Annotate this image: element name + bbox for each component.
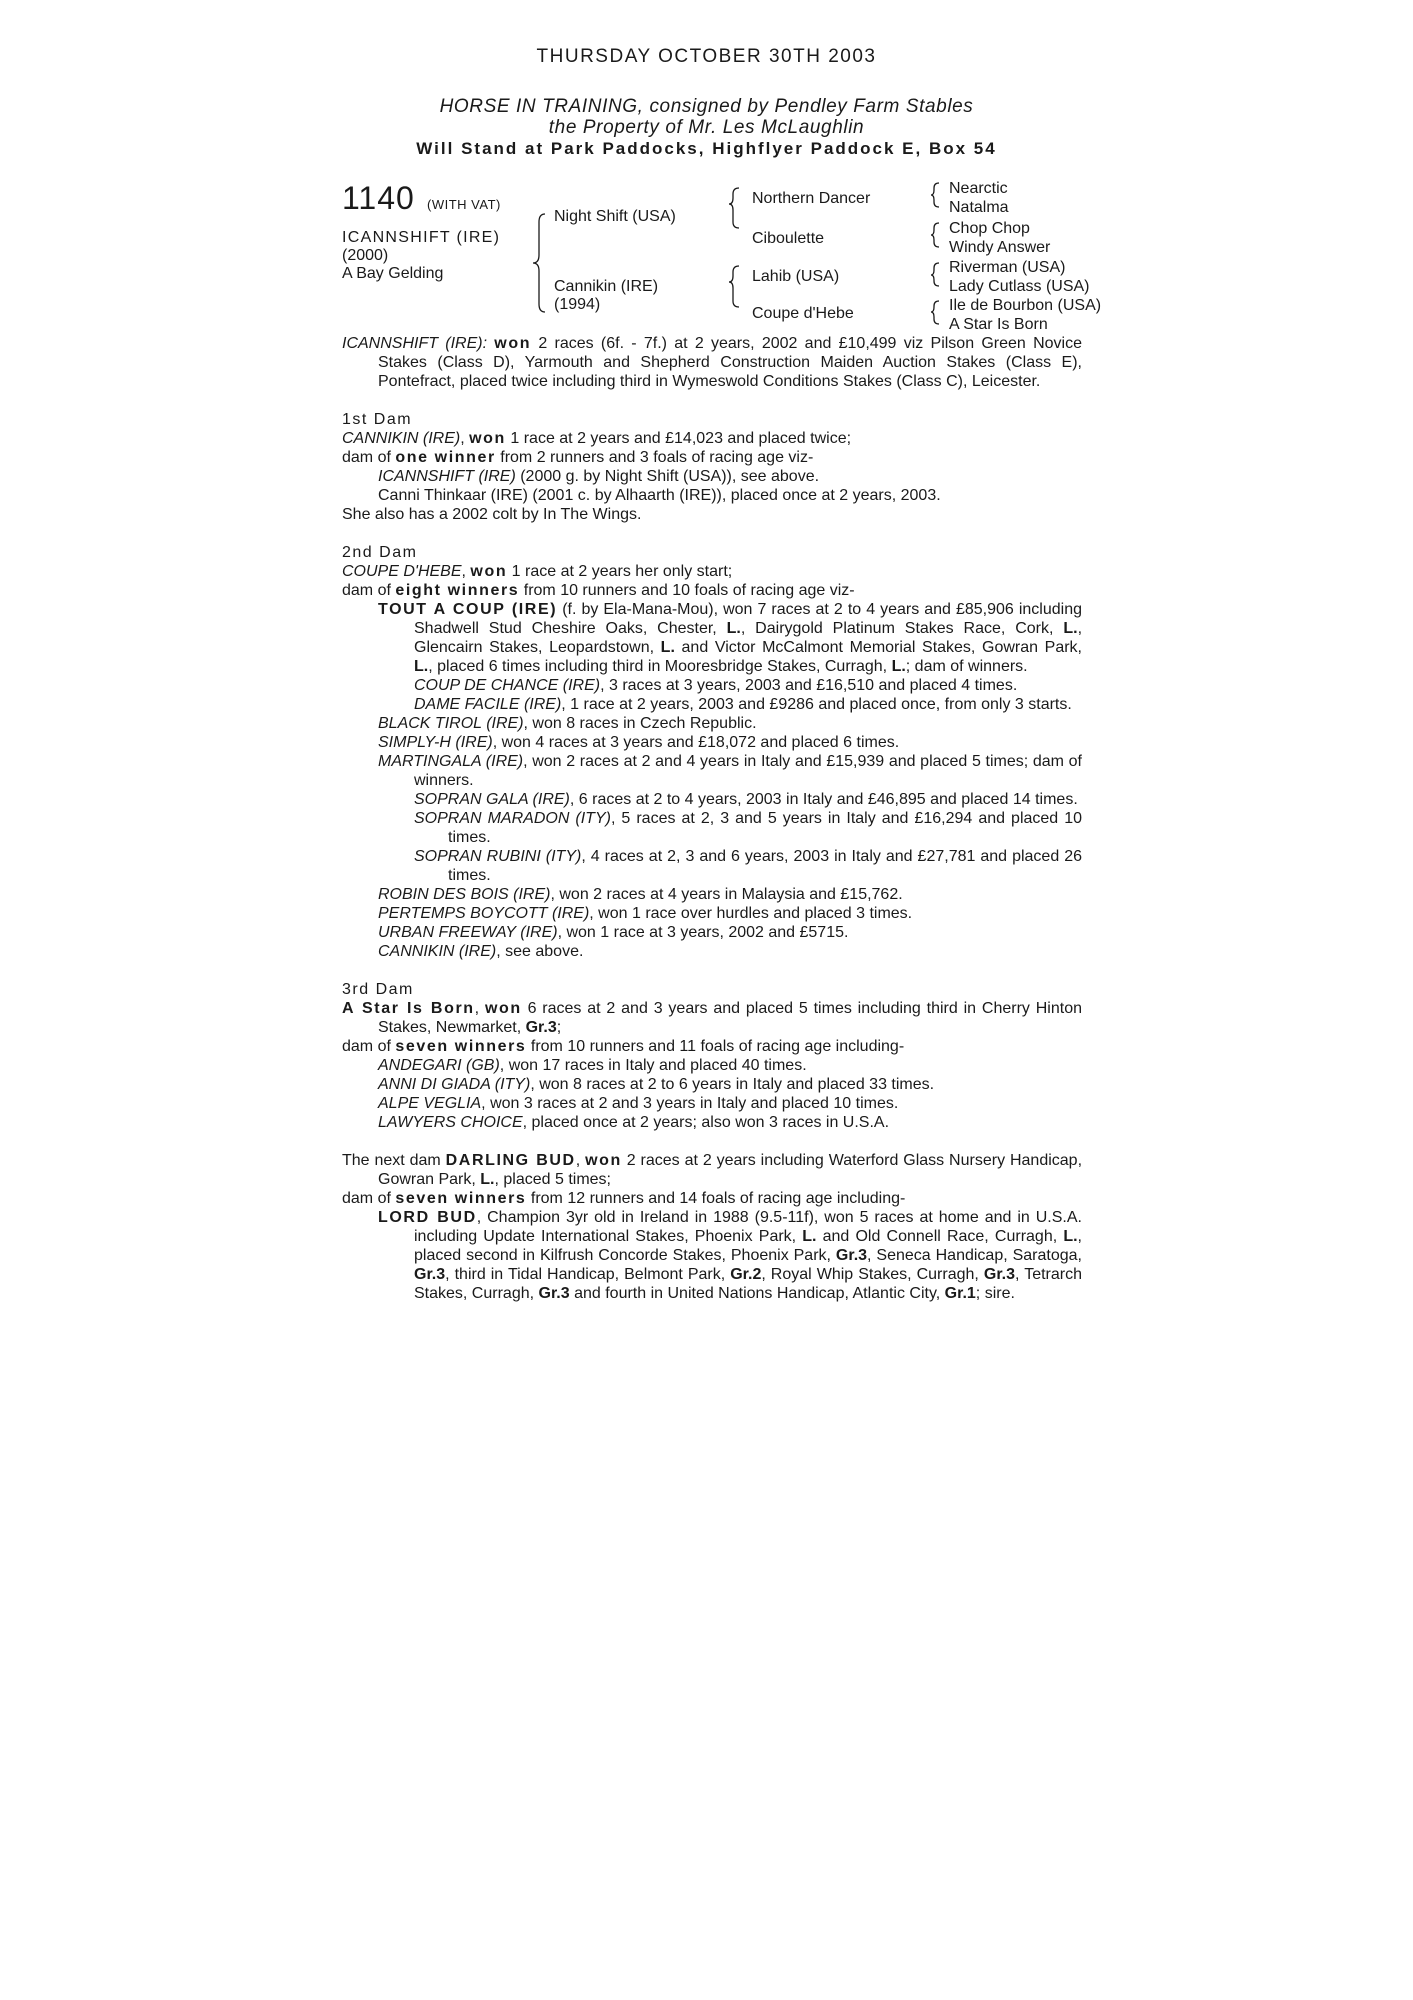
progeny-sopran-gala: SOPRAN GALA (IRE), 6 races at 2 to 4 years, 2003 in Italy and £46,895 and placed 14 times. — [414, 791, 1078, 808]
first-dam-produce: dam of one winner from 2 runners and 3 foals of racing age viz- — [342, 449, 814, 466]
progeny-black-tirol: BLACK TIROL (IRE), won 8 races in Czech Republic. — [378, 715, 757, 732]
progeny-cannikin: CANNIKIN (IRE), see above. — [378, 943, 584, 960]
progeny-sopran-rubini: SOPRAN RUBINI (ITY), 4 races at 2, 3 and 6 years, 2003 in Italy and £27,781 and placed 26 times. — [414, 848, 1083, 884]
consignment-heading — [0, 96, 1413, 138]
progeny-robin-des-bois: ROBIN DES BOIS (IRE), won 2 races at 4 years in Malaysia and £15,762. — [378, 886, 903, 903]
second-dam-produce: dam of eight winners from 10 runners and 10 foals of racing age viz- — [342, 582, 855, 599]
catalogue-body — [342, 334, 1082, 1303]
brace-g3 — [931, 263, 939, 286]
third-dam-heading: 3rd Dam — [342, 981, 414, 998]
next-dam-record: The next dam DARLING BUD, won 2 races at 2 years including Waterford Glass Nursery Handicap, Gowran Park, L., placed 5 times; — [342, 1152, 1083, 1188]
first-dam-progeny-1: ICANNSHIFT (IRE) (2000 g. by Night Shift (USA)), see above. — [378, 468, 820, 485]
progeny-sopran-maradon: SOPRAN MARADON (ITY), 5 races at 2, 3 and 5 years in Italy and £16,294 and placed 10 times. — [414, 810, 1083, 846]
progeny-urban-freeway: URBAN FREEWAY (IRE), won 1 race at 3 years, 2002 and £5715. — [378, 924, 849, 941]
sale-date: THURSDAY OCTOBER 30TH 2003 — [536, 46, 877, 67]
pedigree-g4: Windy Answer — [949, 239, 1051, 256]
pedigree-g3: Chop Chop — [949, 220, 1030, 237]
brace-g2 — [931, 223, 939, 247]
brace-g1 — [931, 183, 939, 207]
pedigree-g7: Ile de Bourbon (USA) — [949, 297, 1102, 314]
progeny-andegari: ANDEGARI (GB), won 17 races in Italy and placed 40 times. — [378, 1057, 807, 1074]
pedigree-dam-dam: Coupe d'Hebe — [752, 305, 854, 322]
brace-g4 — [931, 301, 939, 324]
brace-sire-parents — [729, 188, 739, 228]
second-dam-heading: 2nd Dam — [342, 544, 418, 561]
pedigree-g1: Nearctic — [949, 180, 1008, 197]
progeny-pertemps-boycott: PERTEMPS BOYCOTT (IRE), won 1 race over hurdles and placed 3 times. — [378, 905, 913, 922]
first-dam-also: She also has a 2002 colt by In The Wings. — [342, 506, 642, 523]
progeny-alpe-veglia: ALPE VEGLIA, won 3 races at 2 and 3 years in Italy and placed 10 times. — [378, 1095, 899, 1112]
progeny-coup-de-chance: COUP DE CHANCE (IRE), 3 races at 3 years, 2003 and £16,510 and placed 4 times. — [414, 677, 1018, 694]
first-dam-progeny-2: Canni Thinkaar (IRE) (2001 c. by Alhaarth (IRE)), placed once at 2 years, 2003. — [378, 487, 941, 504]
progeny-simply-h: SIMPLY-H (IRE), won 4 races at 3 years and £18,072 and placed 6 times. — [378, 734, 900, 751]
race-record: ICANNSHIFT (IRE): won 2 races (6f. - 7f.) at 2 years, 2002 and £10,499 viz Pilson Green Novice Stakes (Class D), Yarmouth and Shepherd Construction Maiden Auction Stakes (Class E), Pontefract, placed twice including third in Wymeswold Conditions Stakes (Class C), Leicester. — [342, 335, 1082, 390]
progeny-lord-bud: LORD BUD, Champion 3yr old in Ireland in 1988 (9.5-11f), won 5 races at home and in U.S.A. including Update International Stakes, Phoenix Park, L. and Old Connell Race, Curragh, L., placed second in Kilfrush Concorde Stakes, Phoenix Park, Gr.3, Seneca Handicap, Saratoga, Gr.3, third in Tidal Handicap, Belmont Park, Gr.2, Royal Whip Stakes, Curragh, Gr.3, Tetrarch Stakes, Curragh, Gr.3 and fourth in United Nations Handicap, Atlantic City, Gr.1; sire. — [378, 1209, 1082, 1302]
lot-vat: (WITH VAT) — [427, 197, 501, 212]
progeny-dame-facile: DAME FACILE (IRE), 1 race at 2 years, 2003 and £9286 and placed once, from only 3 starts. — [414, 696, 1072, 713]
pedigree-g6: Lady Cutlass (USA) — [949, 278, 1090, 295]
second-dam-record: COUPE D'HEBE, won 1 race at 2 years her only start; — [342, 563, 733, 580]
horse-name: ICANNSHIFT (IRE) — [342, 229, 501, 246]
pedigree-sire-sire: Northern Dancer — [752, 190, 871, 207]
pedigree-dam-sire: Lahib (USA) — [752, 268, 840, 285]
pedigree-sire: Night Shift (USA) — [554, 208, 676, 225]
horse-year: (2000) — [342, 247, 389, 264]
progeny-martingala: MARTINGALA (IRE), won 2 races at 2 and 4 years in Italy and £15,939 and placed 5 times; dam of winners. — [378, 753, 1082, 789]
pedigree-dam-year: (1994) — [554, 296, 601, 313]
pedigree-g5: Riverman (USA) — [949, 259, 1066, 276]
brace-dam-parents — [729, 266, 739, 307]
pedigree-dam: Cannikin (IRE) — [554, 278, 659, 295]
pedigree-g8: A Star Is Born — [949, 316, 1048, 333]
pedigree-sire-dam: Ciboulette — [752, 230, 825, 247]
stand-location: Will Stand at Park Paddocks, Highflyer Paddock E, Box 54 — [416, 139, 997, 158]
first-dam-heading: 1st Dam — [342, 411, 413, 428]
horse-description: A Bay Gelding — [342, 265, 444, 282]
first-dam-record: CANNIKIN (IRE), won 1 race at 2 years and £14,023 and placed twice; — [342, 430, 852, 447]
consignment-line-1: HORSE IN TRAINING, consigned by Pendley Farm Stables — [439, 96, 974, 117]
lot-header — [342, 180, 1142, 340]
progeny-anni-di-giada: ANNI DI GIADA (ITY), won 8 races at 2 to 6 years in Italy and placed 33 times. — [378, 1076, 935, 1093]
progeny-tout-a-coup: TOUT A COUP (IRE) (f. by Ela-Mana-Mou), won 7 races at 2 to 4 years and £85,906 including Shadwell Stud Cheshire Oaks, Chester, L., Dairygold Platinum Stakes Race, Cork, L., Glencairn Stakes, Leopardstown, L. and Victor McCalmont Memorial Stakes, Gowran Park, L., placed 6 times including third in Mooresbridge Stakes, Curragh, L.; dam of winners. — [378, 601, 1083, 675]
progeny-lawyers-choice: LAWYERS CHOICE, placed once at 2 years; also won 3 races in U.S.A. — [378, 1114, 890, 1131]
third-dam-produce: dam of seven winners from 10 runners and 11 foals of racing age including- — [342, 1038, 905, 1055]
third-dam-record: A Star Is Born, won 6 races at 2 and 3 years and placed 5 times including third in Cherry Hinton Stakes, Newmarket, Gr.3; — [342, 1000, 1082, 1036]
next-dam-produce: dam of seven winners from 12 runners and 14 foals of racing age including- — [342, 1190, 906, 1207]
brace-sire-dam — [533, 214, 545, 312]
consignment-line-2: the Property of Mr. Les McLaughlin — [548, 117, 865, 138]
lot-number: 1140 — [342, 180, 415, 216]
pedigree-g2: Natalma — [949, 199, 1009, 216]
